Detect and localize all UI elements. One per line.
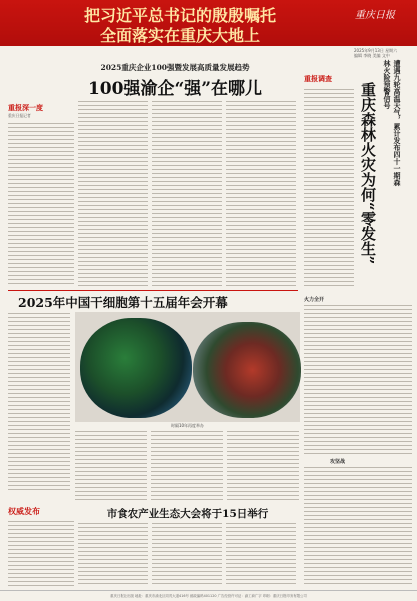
stem-cell-photo: [75, 312, 300, 422]
edition-editor: 编辑 李晓 美编 文中: [354, 53, 390, 58]
middle-story-column-4: [227, 430, 299, 500]
middle-story-column-1: [8, 312, 70, 492]
top-story-column-1: [8, 122, 74, 286]
top-story-headline: 100强渝企“强”在哪儿: [87, 79, 263, 99]
bottom-story-column-3: [152, 522, 222, 586]
right-story-column-2: [304, 304, 412, 454]
page-footer: 重庆日报社出版 地址：重庆市渝北区同茂大道416号 邮政编码401120 广告经营许可证：渝工商广字 印刷：重庆日报印务有限公司: [0, 590, 417, 601]
right-story-kicker: 遭遇九轮高温天气，累计发布四十一期森林火险预警信号: [383, 60, 402, 186]
banner-line-2: 全面落实在重庆大地上: [99, 26, 260, 45]
bottom-story-column-2: [78, 522, 148, 586]
right-story-subhead-1: 火力全开: [304, 297, 325, 303]
bottom-story-column-1: [8, 520, 74, 586]
bottom-story-column-4: [226, 522, 296, 586]
cell-display-right: [193, 322, 301, 418]
cell-display-left: [80, 318, 192, 418]
bottom-story-tag: 权威发布: [8, 506, 40, 516]
middle-story-column-3: [151, 430, 223, 500]
top-story-kicker: 2025重庆企业100强暨发展高质量发展趋势: [100, 63, 250, 72]
top-story-column-4: [226, 100, 296, 286]
top-story-tag: 重报深一度: [8, 103, 43, 112]
right-story-column-3: [304, 466, 412, 586]
middle-story-column-2: [75, 430, 147, 500]
masthead-banner: [0, 0, 417, 46]
edition-date: 2025年9月13日 星期六: [354, 48, 398, 53]
top-story-byline: 重庆日报记者: [8, 113, 31, 118]
edition-info: [354, 48, 414, 58]
section-divider: [8, 290, 298, 291]
right-story-subhead-2: 攻坚战: [330, 459, 346, 465]
top-story-column-3: [152, 100, 222, 286]
right-story-headline: 重庆森林火灾为何“零发生”: [359, 82, 377, 265]
middle-story-headline: 2025年中国干细胞第十五届年会开幕: [18, 295, 228, 310]
newspaper-logo: 重庆日报: [355, 10, 395, 21]
right-story-column-1: [304, 88, 354, 288]
right-story-tag: 重报调查: [304, 74, 332, 83]
banner-line-1: 把习近平总书记的殷殷嘱托: [83, 6, 276, 25]
top-story-column-2: [78, 100, 148, 286]
bottom-story-headline: 市食农产业生态大会将于15日举行: [106, 508, 269, 520]
photo-caption: 时隔10年再度举办: [170, 423, 205, 428]
